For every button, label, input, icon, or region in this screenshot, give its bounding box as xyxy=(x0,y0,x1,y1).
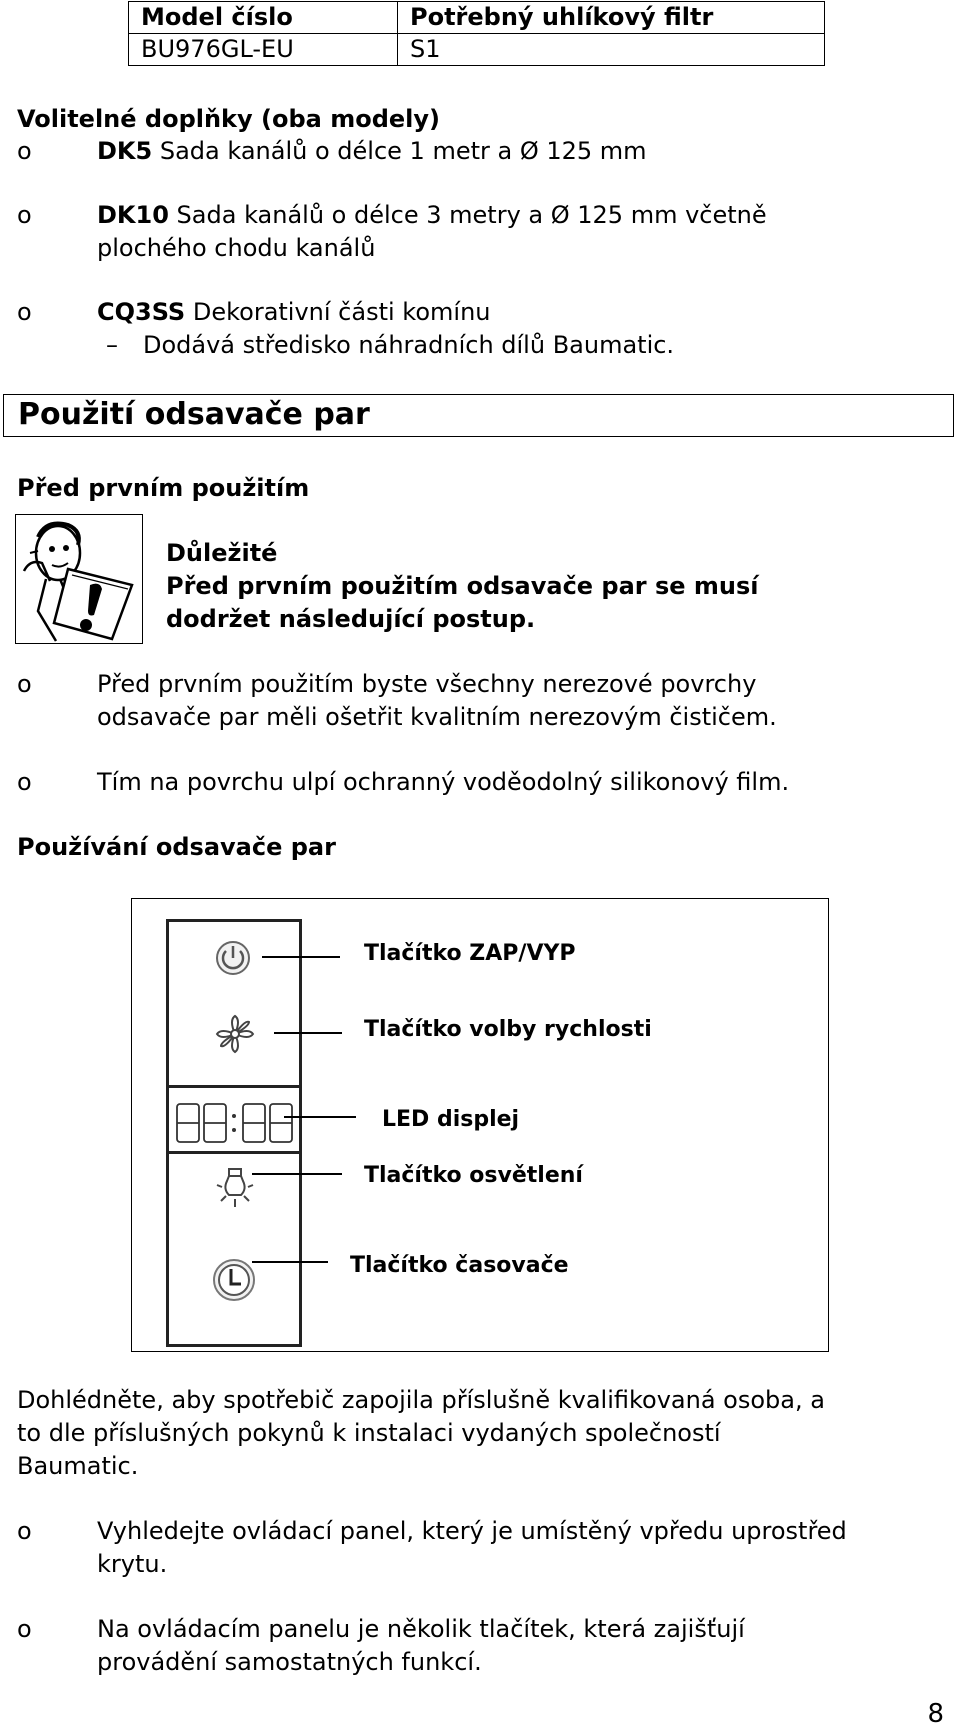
label-timer-button: Tlačítko časovače xyxy=(350,1253,569,1278)
timer-clock-icon xyxy=(211,1257,257,1303)
list-item-line2: odsavače par měli ošetřit kvalitním nerezovým čističem. xyxy=(97,703,777,731)
leader-line xyxy=(252,1261,328,1263)
control-panel-diagram xyxy=(131,898,829,1352)
accessory-note: Dodává středisko náhradních dílů Baumatic. xyxy=(143,331,675,359)
accessory-code: DK10 xyxy=(97,201,169,229)
power-icon xyxy=(213,938,253,978)
divider xyxy=(169,1085,299,1088)
table-cell-filter: S1 xyxy=(398,34,825,66)
list-item: Před prvním použitím byste všechny nerezové povrchy xyxy=(97,670,757,698)
accessory-text: Sada kanálů o délce 1 metr a Ø 125 mm xyxy=(152,137,647,165)
table-cell-model: BU976GL-EU xyxy=(129,34,398,66)
using-heading: Používání odsavače par xyxy=(17,833,336,861)
accessories-heading: Volitelné doplňky (oba modely) xyxy=(17,105,440,133)
bullet: o xyxy=(17,137,32,165)
accessory-text: Sada kanálů o délce 3 metry a Ø 125 mm včetně xyxy=(168,201,767,229)
model-table xyxy=(128,1,825,66)
paragraph-line3: Baumatic. xyxy=(17,1452,139,1480)
light-bulb-icon xyxy=(213,1167,257,1211)
bullet: o xyxy=(17,1517,32,1545)
bullet: o xyxy=(17,201,32,229)
important-text-line1: Před prvním použitím odsavače par se musí xyxy=(166,572,759,600)
list-item: Na ovládacím panelu je několik tlačítek, která zajišťují xyxy=(97,1615,745,1643)
leader-line xyxy=(252,1173,342,1175)
list-item: Vyhledejte ovládací panel, který je umístěný vpředu uprostřed xyxy=(97,1517,847,1545)
label-speed-button: Tlačítko volby rychlosti xyxy=(364,1017,652,1042)
accessory-text-line2: plochého chodu kanálů xyxy=(97,234,376,262)
before-first-use-heading: Před prvním použitím xyxy=(17,474,310,502)
list-item: Tím na povrchu ulpí ochranný voděodolný silikonový film. xyxy=(97,768,790,796)
leader-line xyxy=(284,1116,356,1118)
accessory-text: Dekorativní části komínu xyxy=(185,298,491,326)
table-header-filter: Potřebný uhlíkový filtr xyxy=(398,2,825,34)
label-power-button: Tlačítko ZAP/VYP xyxy=(364,941,576,966)
table-header-model: Model číslo xyxy=(129,2,398,34)
paragraph-line1: Dohlédněte, aby spotřebič zapojila příslušně kvalifikovaná osoba, a xyxy=(17,1386,825,1414)
accessory-item-dk5 xyxy=(97,135,947,168)
label-led-display: LED displej xyxy=(382,1107,520,1132)
warning-figure xyxy=(15,514,143,644)
divider xyxy=(169,1151,299,1154)
note-dash: – xyxy=(106,331,118,359)
bullet: o xyxy=(17,768,32,796)
leader-line xyxy=(274,1032,342,1034)
bullet: o xyxy=(17,670,32,698)
control-strip xyxy=(166,919,302,1347)
section-title: Použití odsavače par xyxy=(3,394,954,437)
important-title: Důležité xyxy=(166,539,278,567)
fan-speed-icon xyxy=(213,1012,257,1056)
accessory-item-cq3ss xyxy=(97,296,947,329)
paragraph-line2: to dle příslušných pokynů k instalaci vydaných společností xyxy=(17,1419,721,1447)
label-light-button: Tlačítko osvětlení xyxy=(364,1163,583,1188)
list-item-line2: provádění samostatných funkcí. xyxy=(97,1648,482,1676)
list-item-line2: krytu. xyxy=(97,1550,168,1578)
person-exclamation-icon xyxy=(16,515,141,642)
important-text-line2: dodržet následující postup. xyxy=(166,605,536,633)
leader-line xyxy=(262,956,340,958)
bullet: o xyxy=(17,298,32,326)
bullet: o xyxy=(17,1615,32,1643)
led-display-icon xyxy=(173,1098,299,1148)
accessory-code: DK5 xyxy=(97,137,153,165)
accessory-code: CQ3SS xyxy=(97,298,186,326)
page-number: 8 xyxy=(927,1699,944,1729)
accessory-item-dk10 xyxy=(97,199,947,232)
